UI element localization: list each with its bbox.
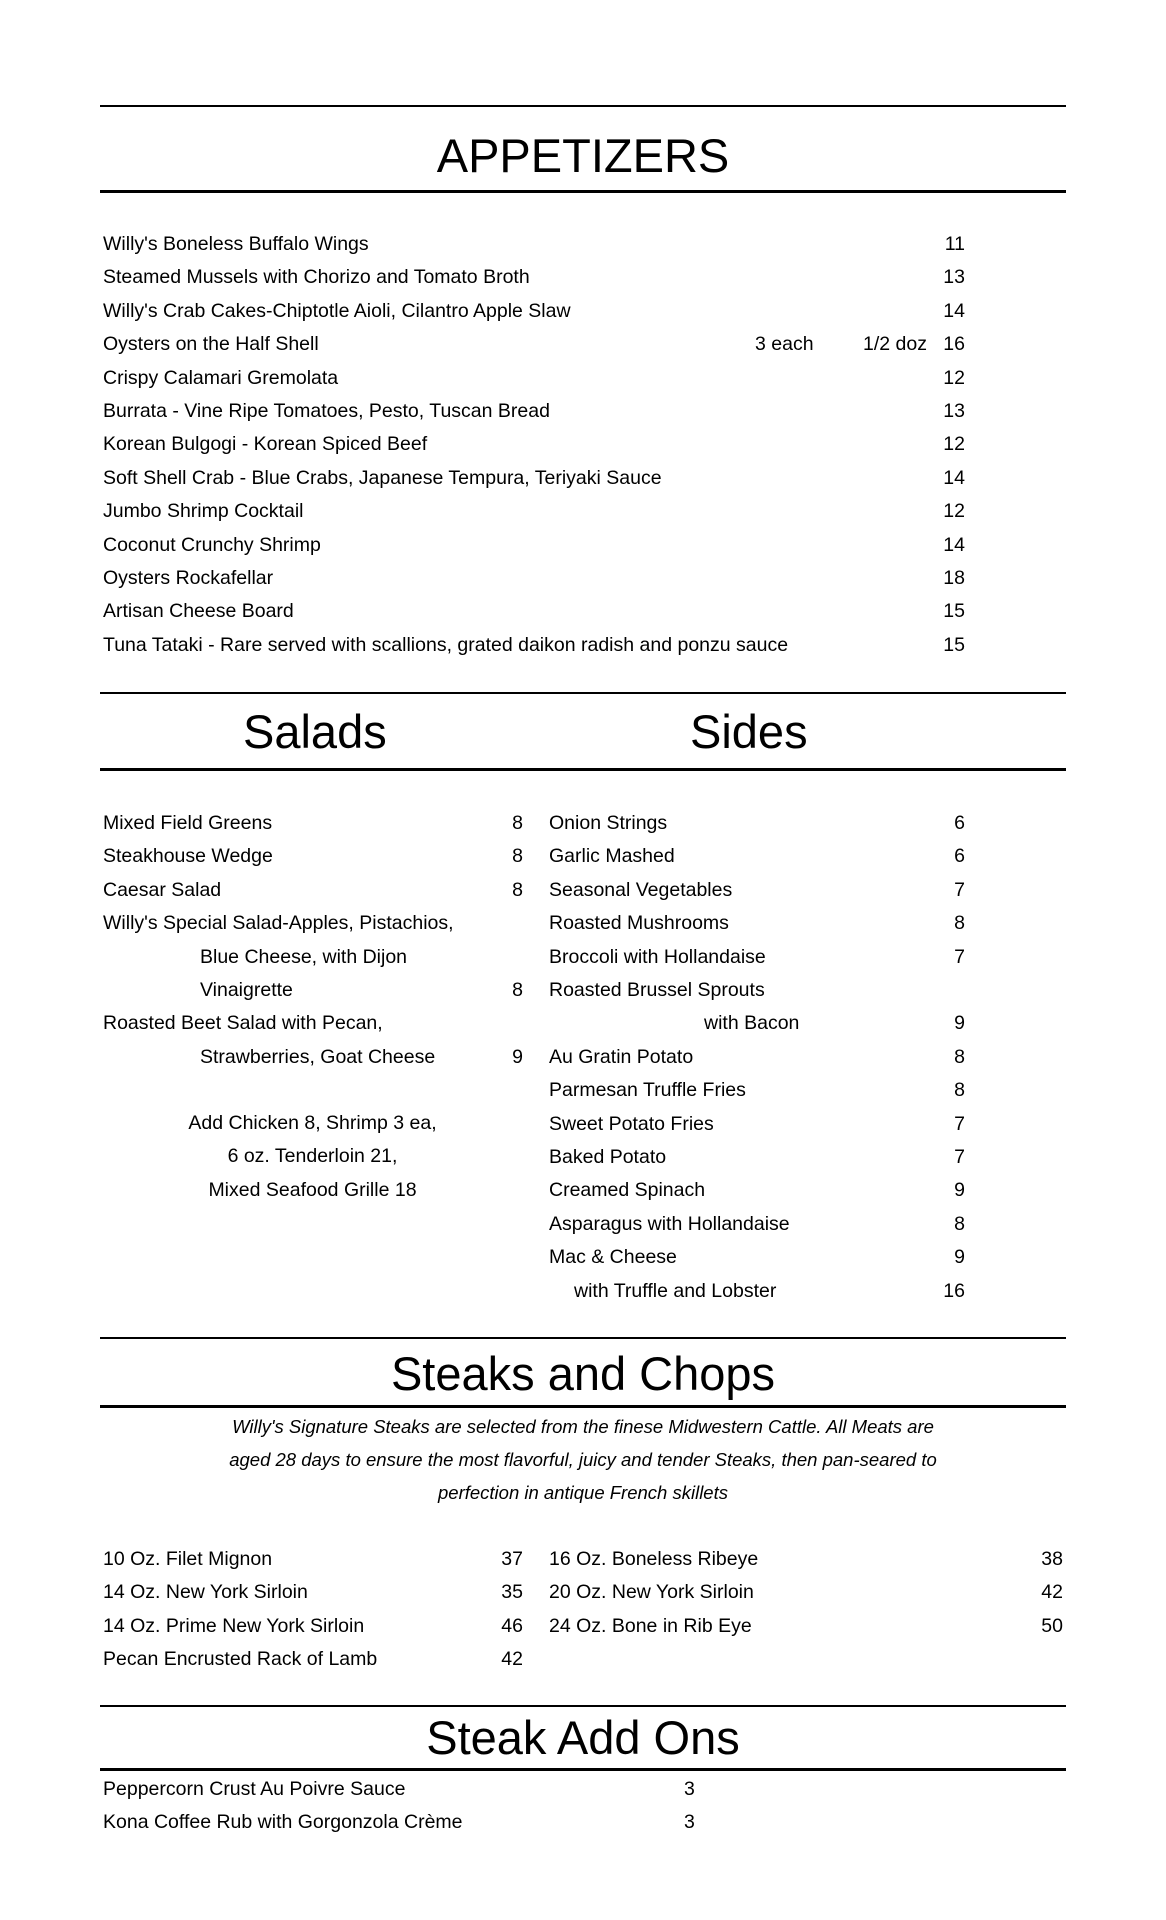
steaks-note-line: Willy's Signature Steaks are selected from the finese Midwestern Cattle. All Meats are bbox=[232, 1416, 934, 1437]
rule-salads-top bbox=[100, 692, 1066, 694]
appetizer-name: Soft Shell Crab - Blue Crabs, Japanese Tempura, Teriyaki Sauce bbox=[103, 467, 662, 489]
appetizer-name: Coconut Crunchy Shrimp bbox=[103, 534, 321, 556]
salads-heading: Salads bbox=[243, 705, 387, 758]
salad-text: Steakhouse Wedge bbox=[103, 845, 273, 867]
steak-name: 16 Oz. Boneless Ribeye bbox=[549, 1548, 759, 1570]
appetizer-price: 11 bbox=[944, 233, 965, 255]
side-price: 6 bbox=[954, 845, 965, 867]
appetizer-price: 14 bbox=[943, 534, 965, 556]
appetizer-name: Jumbo Shrimp Cocktail bbox=[103, 500, 304, 522]
side-price: 8 bbox=[954, 1046, 965, 1068]
steak-price: 42 bbox=[501, 1648, 523, 1670]
appetizer-name: Willy's Crab Cakes-Chiptotle Aioli, Cilantro Apple Slaw bbox=[103, 300, 571, 322]
appetizer-qty-each: 3 each bbox=[755, 333, 814, 355]
addon-name: Kona Coffee Rub with Gorgonzola Crème bbox=[103, 1811, 463, 1833]
side-text: Roasted Mushrooms bbox=[549, 912, 729, 934]
appetizer-price: 14 bbox=[943, 467, 965, 489]
side-price: 7 bbox=[954, 946, 965, 968]
addon-price: 3 bbox=[684, 1778, 695, 1800]
side-text: with Bacon bbox=[704, 1012, 800, 1034]
side-text: Asparagus with Hollandaise bbox=[549, 1213, 790, 1235]
addons-heading: Steak Add Ons bbox=[426, 1711, 740, 1764]
salad-price: 8 bbox=[512, 979, 523, 1001]
addon-name: Peppercorn Crust Au Poivre Sauce bbox=[103, 1778, 406, 1800]
appetizer-name: Artisan Cheese Board bbox=[103, 600, 294, 622]
appetizer-price: 14 bbox=[943, 300, 965, 322]
rule-appetizers-bottom bbox=[100, 190, 1066, 193]
side-text: Parmesan Truffle Fries bbox=[549, 1079, 746, 1101]
salad-addon-line: 6 oz. Tenderloin 21, bbox=[227, 1145, 398, 1167]
appetizer-price: 13 bbox=[943, 400, 965, 422]
appetizer-name: Crispy Calamari Gremolata bbox=[103, 367, 339, 389]
steak-name: 20 Oz. New York Sirloin bbox=[549, 1581, 754, 1603]
steak-name: 14 Oz. Prime New York Sirloin bbox=[103, 1615, 365, 1637]
side-price: 9 bbox=[954, 1179, 965, 1201]
steak-price: 42 bbox=[1041, 1581, 1063, 1603]
appetizer-price: 16 bbox=[943, 333, 965, 355]
salad-price: 8 bbox=[512, 812, 523, 834]
appetizer-name: Korean Bulgogi - Korean Spiced Beef bbox=[103, 433, 428, 455]
steaks-note-line: aged 28 days to ensure the most flavorful, juicy and tender Steaks, then pan-seared to bbox=[229, 1449, 937, 1470]
steak-name: 10 Oz. Filet Mignon bbox=[103, 1548, 273, 1570]
steaks-note-line: perfection in antique French skillets bbox=[438, 1482, 728, 1503]
side-price: 9 bbox=[954, 1246, 965, 1268]
salad-text: Willy's Special Salad-Apples, Pistachios, bbox=[103, 912, 454, 934]
appetizer-price: 15 bbox=[943, 634, 965, 656]
appetizer-price: 12 bbox=[943, 433, 965, 455]
side-price: 8 bbox=[954, 1213, 965, 1235]
appetizer-price: 13 bbox=[943, 266, 965, 288]
side-text: Sweet Potato Fries bbox=[549, 1113, 714, 1135]
salad-price: 9 bbox=[512, 1046, 523, 1068]
steak-price: 35 bbox=[501, 1581, 523, 1603]
appetizer-price: 12 bbox=[943, 367, 965, 389]
appetizer-price: 12 bbox=[943, 500, 965, 522]
rule-salads-bottom bbox=[100, 768, 1066, 771]
addon-price: 3 bbox=[684, 1811, 695, 1833]
steak-price: 38 bbox=[1041, 1548, 1063, 1570]
appetizer-name: Burrata - Vine Ripe Tomatoes, Pesto, Tuscan Bread bbox=[103, 400, 550, 422]
side-text: Seasonal Vegetables bbox=[549, 879, 733, 901]
salad-text: Blue Cheese, with Dijon bbox=[200, 946, 408, 968]
salad-text: Vinaigrette bbox=[200, 979, 293, 1001]
rule-steaks-top bbox=[100, 1337, 1066, 1339]
side-text: with Truffle and Lobster bbox=[574, 1280, 777, 1302]
sides-heading: Sides bbox=[690, 705, 808, 758]
rule-steaks-bottom bbox=[100, 1405, 1066, 1408]
salad-text: Roasted Beet Salad with Pecan, bbox=[103, 1012, 383, 1034]
side-text: Broccoli with Hollandaise bbox=[549, 946, 766, 968]
steak-name: 14 Oz. New York Sirloin bbox=[103, 1581, 308, 1603]
rule-addons-bottom bbox=[100, 1768, 1066, 1771]
salad-price: 8 bbox=[512, 845, 523, 867]
rule-appetizers-top bbox=[100, 105, 1066, 107]
salad-text: Mixed Field Greens bbox=[103, 812, 273, 834]
side-text: Au Gratin Potato bbox=[549, 1046, 694, 1068]
side-price: 8 bbox=[954, 912, 965, 934]
rule-addons-top bbox=[100, 1705, 1066, 1707]
salad-text: Strawberries, Goat Cheese bbox=[200, 1046, 436, 1068]
side-price: 7 bbox=[954, 1146, 965, 1168]
appetizer-name: Oysters on the Half Shell bbox=[103, 333, 319, 355]
side-text: Roasted Brussel Sprouts bbox=[549, 979, 765, 1001]
appetizer-price: 18 bbox=[943, 567, 965, 589]
salad-price: 8 bbox=[512, 879, 523, 901]
salad-text: Caesar Salad bbox=[103, 879, 222, 901]
side-text: Garlic Mashed bbox=[549, 845, 675, 867]
appetizer-name: Willy's Boneless Buffalo Wings bbox=[103, 233, 369, 255]
appetizer-name: Steamed Mussels with Chorizo and Tomato Broth bbox=[103, 266, 530, 288]
side-price: 6 bbox=[954, 812, 965, 834]
steak-price: 37 bbox=[501, 1548, 523, 1570]
side-text: Onion Strings bbox=[549, 812, 668, 834]
side-price: 16 bbox=[943, 1280, 965, 1302]
steaks-heading: Steaks and Chops bbox=[390, 1347, 776, 1400]
salad-addon-line: Mixed Seafood Grille 18 bbox=[208, 1179, 417, 1201]
appetizer-price: 15 bbox=[943, 600, 965, 622]
side-text: Mac & Cheese bbox=[549, 1246, 677, 1268]
side-text: Baked Potato bbox=[549, 1146, 667, 1168]
side-price: 9 bbox=[954, 1012, 965, 1034]
side-price: 7 bbox=[954, 879, 965, 901]
steak-price: 46 bbox=[501, 1615, 523, 1637]
side-price: 7 bbox=[954, 1113, 965, 1135]
salad-addon-line: Add Chicken 8, Shrimp 3 ea, bbox=[188, 1112, 437, 1134]
steak-price: 50 bbox=[1041, 1615, 1063, 1637]
appetizers-heading: APPETIZERS bbox=[436, 129, 730, 182]
appetizer-qty-doz: 1/2 doz bbox=[863, 333, 927, 355]
side-text: Creamed Spinach bbox=[549, 1179, 706, 1201]
appetizer-name: Tuna Tataki - Rare served with scallions, grated daikon radish and ponzu sauce bbox=[103, 634, 789, 656]
steak-name: 24 Oz. Bone in Rib Eye bbox=[549, 1615, 752, 1637]
steak-name: Pecan Encrusted Rack of Lamb bbox=[103, 1648, 378, 1670]
appetizer-name: Oysters Rockafellar bbox=[103, 567, 274, 589]
side-price: 8 bbox=[954, 1079, 965, 1101]
